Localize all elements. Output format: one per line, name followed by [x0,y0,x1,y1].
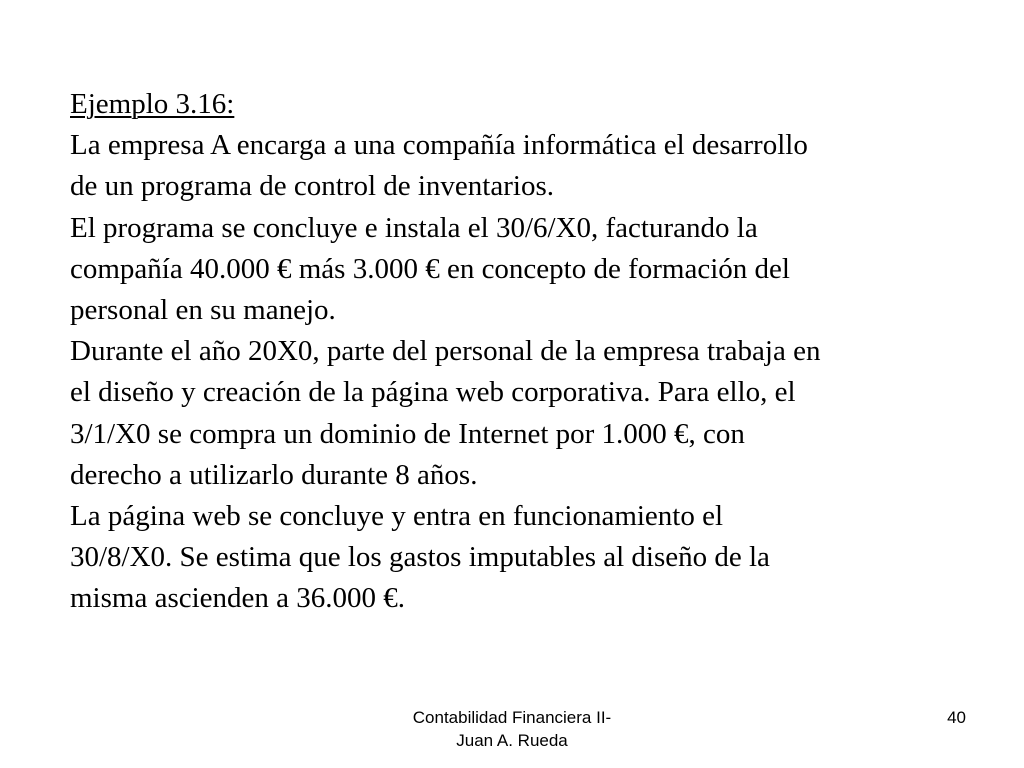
body-line: Durante el año 20X0, parte del personal de la empresa trabaja en [70,335,821,368]
footer-course-info [0,706,1024,752]
footer-author: Juan A. Rueda [456,731,568,750]
body-line: compañía 40.000 € más 3.000 € en concepto de formación del [70,252,790,285]
slide-body [70,84,970,620]
body-line: derecho a utilizarlo durante 8 años. [70,458,478,491]
body-line: misma ascienden a 36.000 €. [70,582,406,615]
footer-course-title: Contabilidad Financiera II- [412,708,612,727]
body-line: el diseño y creación de la página web corporativa. Para ello, el [70,376,796,409]
body-line: El programa se concluye e instala el 30/6/X0, facturando la [70,211,758,244]
body-line: La página web se concluye y entra en funcionamiento el [70,500,724,533]
page-number: 40 [947,708,966,727]
body-line: personal en su manejo. [70,294,336,327]
example-title: Ejemplo 3.16: [70,88,235,120]
body-line: 30/8/X0. Se estima que los gastos imputables al diseño de la [70,541,770,574]
body-line: 3/1/X0 se compra un dominio de Internet por 1.000 €, con [70,417,745,450]
body-line: La empresa A encarga a una compañía informática el desarrollo [70,129,808,162]
body-line: de un programa de control de inventarios. [70,170,554,203]
